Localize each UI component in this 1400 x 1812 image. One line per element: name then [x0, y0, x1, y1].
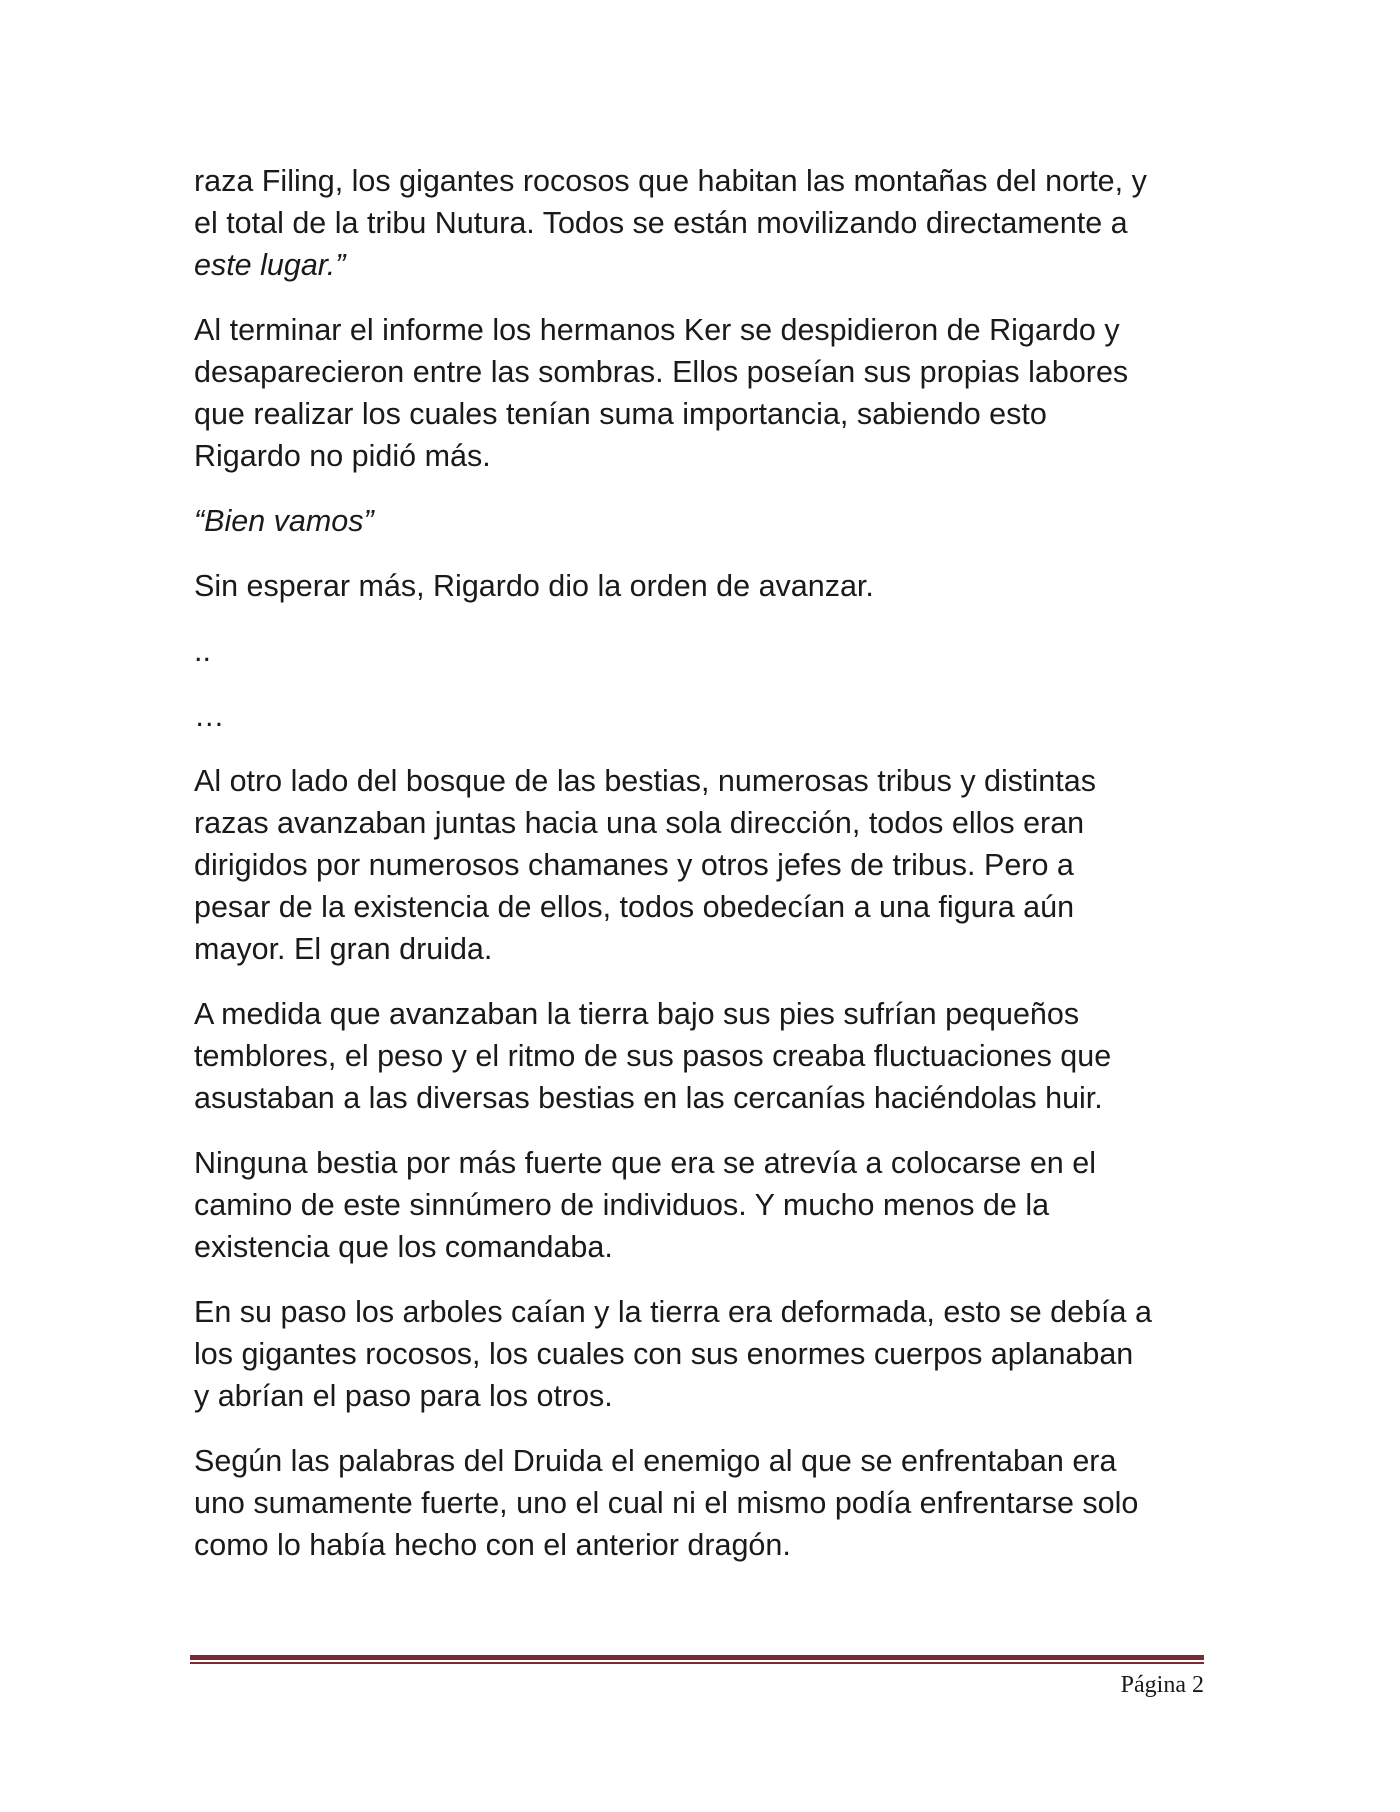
- paragraph-6: A medida que avanzaban la tierra bajo sus pies sufrían pequeños temblores, el peso y el ritmo de sus pasos creaba fluctuaciones que asustaban a las diversas bestias en las cercanías haciéndolas huir.: [194, 997, 1112, 1115]
- paragraph-8: En su paso los arboles caían y la tierra era deformada, esto se debía a los gigantes rocosos, los cuales con sus enormes cuerpos aplanaban y abrían el paso para los otros.: [194, 1295, 1152, 1413]
- footer-rule-thick: [190, 1655, 1204, 1660]
- scene-break-ellipsis: …: [194, 699, 225, 733]
- paragraph-2: Al terminar el informe los hermanos Ker se despidieron de Rigardo y desaparecieron entre las sombras. Ellos poseían sus propias labores que realizar los cuales tenían suma importancia, sabiendo esto Rigardo no pidió más.: [194, 313, 1129, 473]
- paragraph-1-text: raza Filing, los gigantes rocosos que habitan las montañas del norte, y el total de la tribu Nutura. Todos se están movilizando directamente a: [194, 164, 1147, 240]
- footer-rule-thin: [190, 1662, 1204, 1664]
- paragraph-3-dialogue: “Bien vamos”: [194, 504, 374, 538]
- paragraph-1-italic: este lugar.”: [194, 248, 346, 282]
- paragraph-5: Al otro lado del bosque de las bestias, numerosas tribus y distintas razas avanzaban juntas hacia una sola dirección, todos ellos eran dirigidos por numerosos chamanes y otros jefes de tribus. Pero a pesar de la existencia de ellos, todos obedecían a una figura aún mayor. El gran druida.: [194, 764, 1096, 966]
- body-text: [194, 160, 1214, 1589]
- paragraph-7: Ninguna bestia por más fuerte que era se atrevía a colocarse en el camino de este sinnúmero de individuos. Y mucho menos de la existencia que los comandaba.: [194, 1146, 1096, 1264]
- scene-break-dots: ..: [194, 634, 211, 668]
- paragraph-4: Sin esperar más, Rigardo dio la orden de avanzar.: [194, 569, 874, 603]
- page-number: Página 2: [1120, 1672, 1204, 1698]
- footer-rule: [190, 1655, 1204, 1664]
- paragraph-9: Según las palabras del Druida el enemigo al que se enfrentaban era uno sumamente fuerte, uno el cual ni el mismo podía enfrentarse solo como lo había hecho con el anterior dragón.: [194, 1444, 1139, 1562]
- paragraph-1: [194, 160, 1214, 286]
